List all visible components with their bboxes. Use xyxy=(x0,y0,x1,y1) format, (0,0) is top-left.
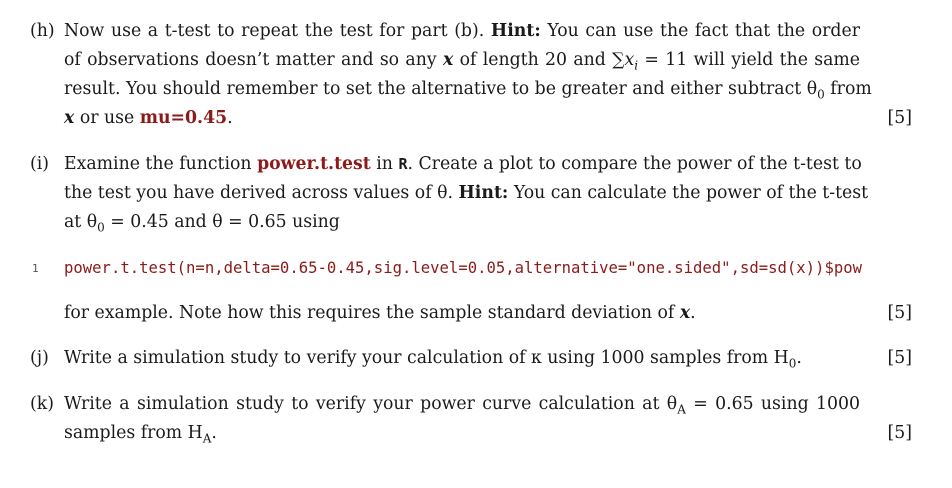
part-j-marks: [5] xyxy=(887,348,912,368)
part-j-label: (j) xyxy=(30,348,49,368)
part-j-line-1: Write a simulation study to verify your calculation of κ using 1000 samples from $H_0$. xyxy=(64,348,802,371)
code-block: power.t.test(n=n,delta=0.65-0.45,sig.level=0.05,alternative="one.sided",sd=sd(x))$pow xyxy=(64,259,862,277)
sum-symbol: $\sum x_i$ xyxy=(612,50,639,73)
part-i-line-2: the test you have derived across values of θ. Hint: You can calculate the power of the t-test xyxy=(64,183,869,203)
part-k-marks: [5] xyxy=(887,423,912,443)
part-k-line-1: Write a simulation study to verify your power curve calculation at $\theta_A = 0.65$ using 1000 xyxy=(64,394,860,417)
r-language: R xyxy=(398,155,408,173)
part-h-marks: [5] xyxy=(887,108,912,128)
part-h-line-4: x or use mu=0.45. xyxy=(64,108,233,128)
part-i-label: (i) xyxy=(30,154,50,174)
code-mu: mu=0.45 xyxy=(139,108,228,128)
part-h-line-1: Now use a t-test to repeat the test for part (b). Hint: You can use the fact that the order xyxy=(64,21,860,41)
part-h-line-2: of observations doesn’t matter and so any x of length 20 and $\sum x_i = 11$ will yield the same xyxy=(64,50,861,73)
part-k-label: (k) xyxy=(30,394,54,414)
part-h-line-3: result. You should remember to set the alternative to be greater and either subtract $\theta_0$ from xyxy=(64,79,872,102)
hint-label: Hint: xyxy=(490,21,541,41)
part-i-line-4: for example. Note how this requires the sample standard deviation of x. xyxy=(64,303,696,323)
vector-x: x xyxy=(442,50,454,70)
part-i-line-1: Examine the function power.t.test in R. Create a plot to compare the power of the t-test to xyxy=(64,154,862,174)
vector-x: x xyxy=(679,303,691,323)
function-name: power.t.test xyxy=(257,154,371,174)
part-i-line-3: at $\theta_0 = 0.45$ and θ = 0.65 using xyxy=(64,212,340,235)
part-k-line-2: samples from $H_A$. xyxy=(64,423,217,446)
code-line-number: 1 xyxy=(32,262,39,275)
hint-label: Hint: xyxy=(458,183,509,203)
part-h-label: (h) xyxy=(30,21,55,41)
vector-x: x xyxy=(64,108,75,128)
part-i-marks: [5] xyxy=(887,303,912,323)
